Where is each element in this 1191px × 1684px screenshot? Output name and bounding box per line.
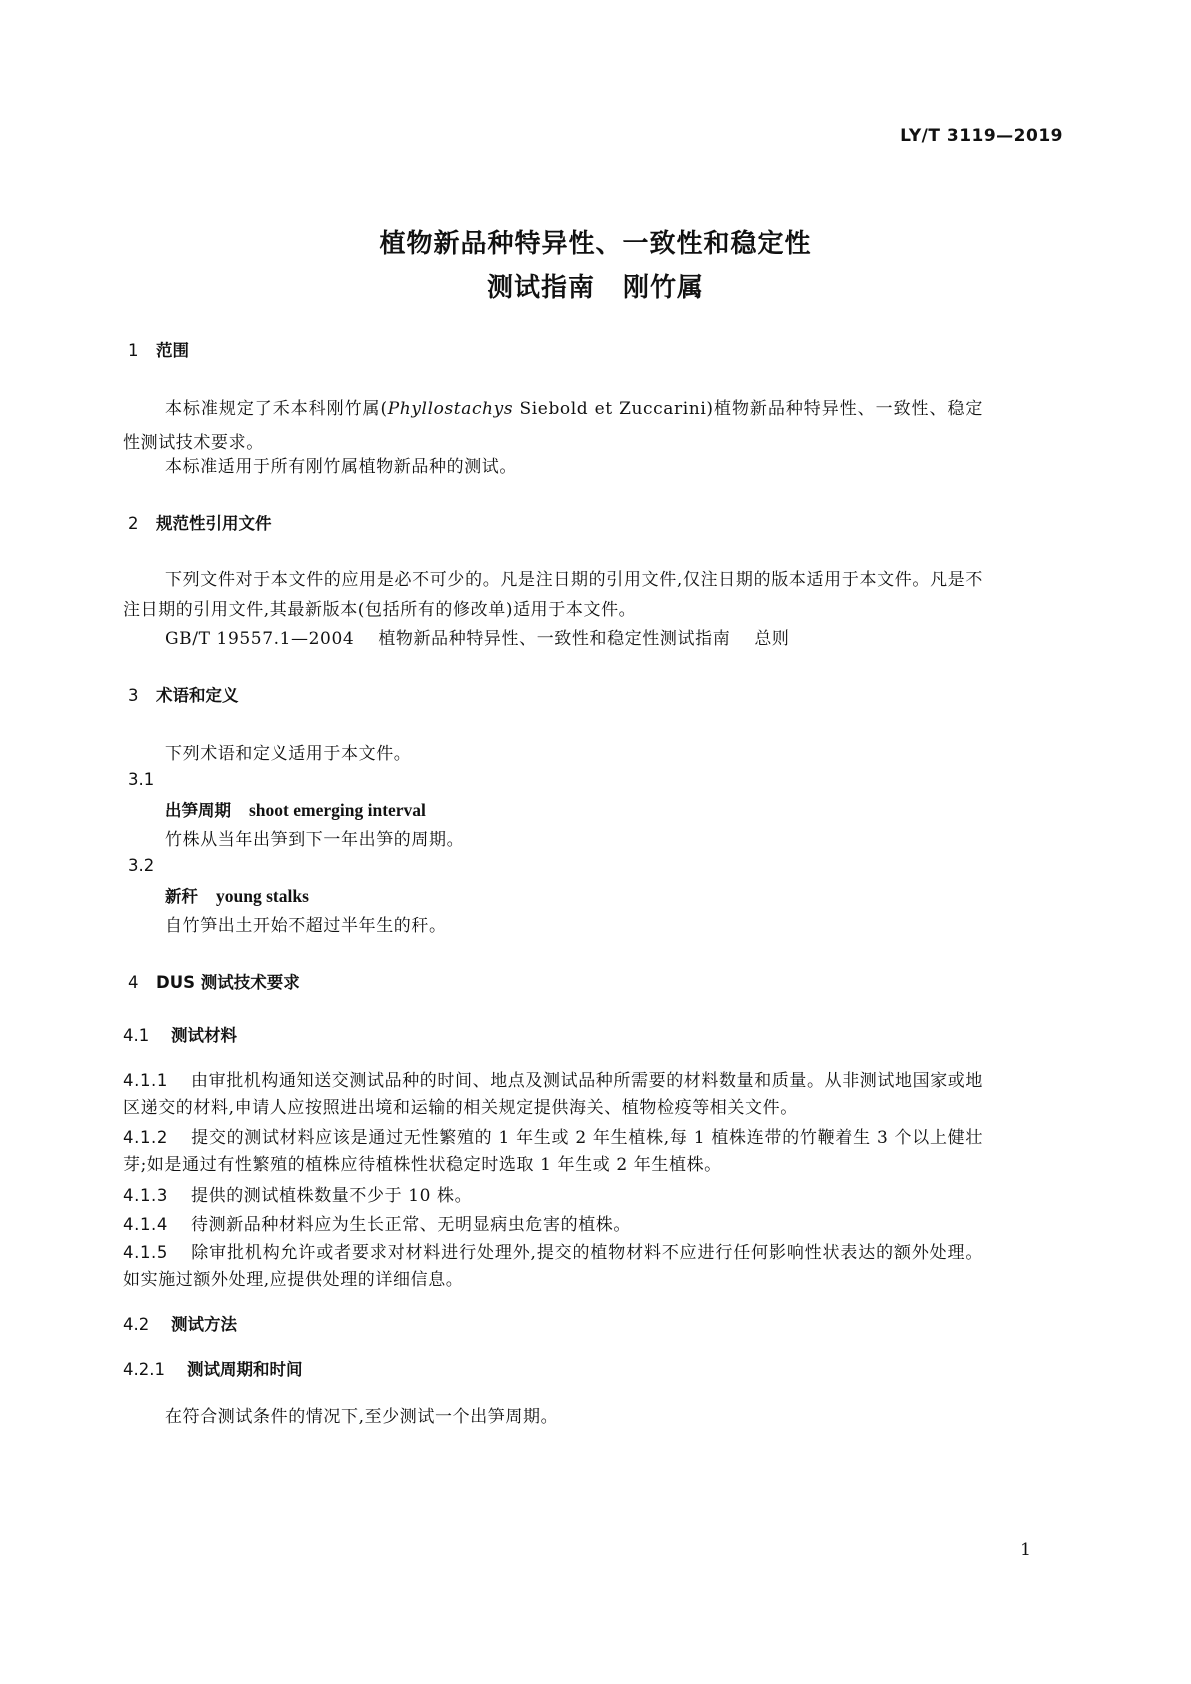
genus-name: Phyllostachys bbox=[387, 399, 514, 419]
subsection-number: 4.2.1 bbox=[123, 1360, 165, 1379]
standard-code: LY/T 3119—2019 bbox=[900, 126, 1063, 146]
subsection-title: 测试周期和时间 bbox=[187, 1360, 303, 1379]
clause-text: 提交的测试材料应该是通过无性繁殖的 1 年生或 2 年生植株,每 1 植株连带的竹鞭着生 3 个以上健壮芽;如是通过有性繁殖的植株应待植株性状稳定时选取 1 年生或 2 年生植株。 bbox=[123, 1128, 983, 1175]
clause-number: 4.1.1 bbox=[123, 1071, 168, 1090]
clause-text: 由审批机构通知送交测试品种的时间、地点及测试品种所需要的材料数量和质量。从非测试地国家或地区递交的材料,申请人应按照进出境和运输的相关规定提供海关、植物检疫等相关文件。 bbox=[123, 1071, 983, 1118]
section-1-heading bbox=[128, 337, 189, 361]
clause-number: 4.1.4 bbox=[123, 1215, 168, 1234]
term-english: young stalks bbox=[216, 886, 309, 906]
term-definition: 竹株从当年出笋到下一年出笋的周期。 bbox=[165, 830, 465, 850]
paragraph-text: 本标准规定了禾本科刚竹属( bbox=[165, 399, 388, 419]
clause bbox=[123, 1067, 983, 1122]
clause bbox=[123, 1210, 631, 1235]
section-2-paragraph: 下列文件对于本文件的应用是必不可少的。凡是注日期的引用文件,仅注日期的版本适用于本文件。凡是不注日期的引用文件,其最新版本(包括所有的修改单)适用于本文件。 bbox=[123, 570, 983, 620]
subsection-title: 测试材料 bbox=[171, 1026, 237, 1045]
reference-code: GB/T 19557.1—2004 bbox=[165, 629, 355, 649]
term-english: shoot emerging interval bbox=[249, 800, 426, 820]
term-heading bbox=[165, 883, 309, 907]
section-title: DUS 测试技术要求 bbox=[156, 973, 300, 992]
title-line-2-part-a: 测试指南 bbox=[486, 273, 595, 303]
section-number: 4 bbox=[128, 973, 139, 992]
subsection-title: 测试方法 bbox=[171, 1315, 237, 1334]
section-number: 3 bbox=[128, 686, 139, 705]
clause-number: 4.1.5 bbox=[123, 1243, 168, 1262]
subsection-4-2-1-text: 在符合测试条件的情况下,至少测试一个出笋周期。 bbox=[165, 1407, 559, 1427]
section-4-heading bbox=[128, 969, 300, 993]
term-chinese: 出笋周期 bbox=[165, 801, 231, 820]
clause bbox=[123, 1124, 983, 1179]
clause-text: 除审批机构允许或者要求对材料进行处理外,提交的植物材料不应进行任何影响性状表达的额外处理。如实施过额外处理,应提供处理的详细信息。 bbox=[123, 1243, 983, 1290]
section-3-heading bbox=[128, 682, 239, 706]
document-title bbox=[0, 222, 1191, 310]
subsection-number: 4.2 bbox=[123, 1315, 150, 1334]
clause-text: 待测新品种材料应为生长正常、无明显病虫危害的植株。 bbox=[191, 1215, 631, 1235]
subsection-4-1-heading bbox=[123, 1022, 237, 1046]
section-title: 术语和定义 bbox=[156, 686, 239, 705]
term-number: 3.2 bbox=[128, 856, 155, 875]
clause-text: 提供的测试植株数量不少于 10 株。 bbox=[191, 1186, 473, 1206]
section-number: 1 bbox=[128, 341, 139, 360]
title-line-2 bbox=[0, 266, 1191, 310]
term-number: 3.1 bbox=[128, 770, 155, 789]
section-title: 规范性引用文件 bbox=[156, 514, 272, 533]
page-number: 1 bbox=[1020, 1540, 1031, 1560]
section-3-intro: 下列术语和定义适用于本文件。 bbox=[165, 744, 412, 764]
subsection-4-2-1-heading bbox=[123, 1356, 303, 1380]
title-line-2-part-b: 刚竹属 bbox=[623, 273, 705, 303]
reference-title: 植物新品种特异性、一致性和稳定性测试指南 bbox=[378, 629, 731, 649]
clause bbox=[123, 1181, 472, 1206]
paragraph-text: Siebold et Zuccarini)植物新品种特异性、一致性、稳定性测试技术要求。 bbox=[123, 399, 984, 453]
section-2-heading bbox=[128, 510, 272, 534]
section-number: 2 bbox=[128, 514, 139, 533]
section-title: 范围 bbox=[156, 341, 189, 360]
section-1-paragraph-1 bbox=[123, 392, 983, 460]
term-heading bbox=[165, 797, 426, 821]
subsection-4-2-heading bbox=[123, 1311, 237, 1335]
section-1-paragraph-2: 本标准适用于所有刚竹属植物新品种的测试。 bbox=[165, 457, 517, 477]
term-chinese: 新秆 bbox=[165, 887, 198, 906]
reference-part: 总则 bbox=[754, 629, 790, 649]
clause-number: 4.1.2 bbox=[123, 1128, 168, 1147]
clause-number: 4.1.3 bbox=[123, 1186, 168, 1205]
term-definition: 自竹笋出土开始不超过半年生的秆。 bbox=[165, 916, 447, 936]
clause bbox=[123, 1239, 983, 1294]
subsection-number: 4.1 bbox=[123, 1026, 150, 1045]
title-line-1: 植物新品种特异性、一致性和稳定性 bbox=[379, 229, 812, 259]
normative-reference bbox=[165, 624, 790, 649]
